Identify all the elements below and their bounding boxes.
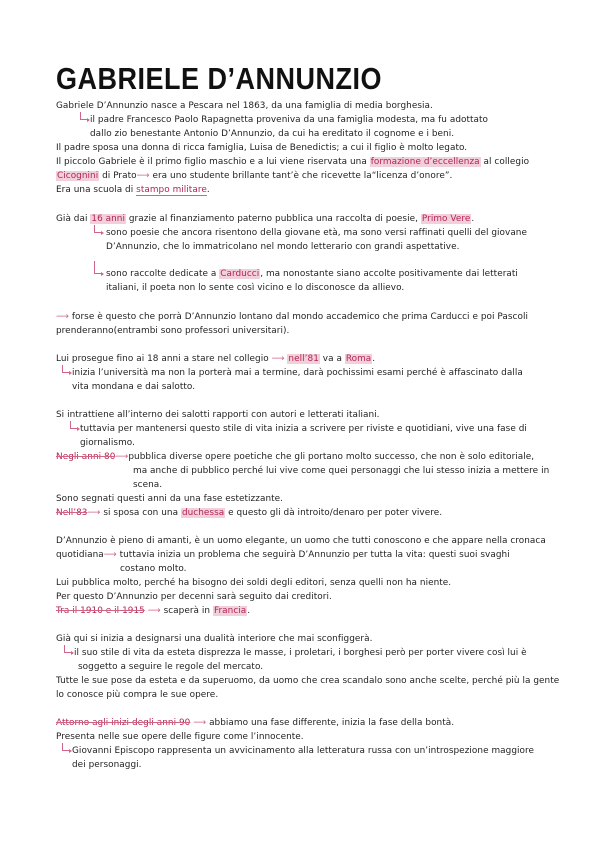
text-span: costano molto.	[120, 564, 187, 574]
text-span: e questo gli dà introito/denaro per poter vivere.	[225, 508, 443, 518]
text-line	[72, 744, 534, 758]
hook-arrow-icon	[62, 743, 69, 751]
text-span: quotidiana	[56, 550, 104, 560]
text-span: Già dai	[56, 214, 91, 224]
text-line	[56, 352, 375, 366]
text-line	[56, 548, 510, 562]
text-span: al collegio	[480, 157, 530, 167]
right-arrow-icon: ⟶	[147, 606, 161, 616]
text-line	[56, 169, 452, 183]
text-span: Sono segnati questi anni da una fase estetizzante.	[56, 494, 284, 504]
right-arrow-icon: ⟶	[115, 452, 129, 462]
text-span: Presenta nelle sue opere delle figure come l’innocente.	[56, 732, 304, 742]
text-line	[56, 632, 372, 646]
text-line	[56, 212, 474, 226]
right-arrow-icon: ⟶	[136, 171, 150, 181]
text-span: Il piccolo Gabriele è il primo figlio maschio e a lui viene riservata una	[56, 157, 370, 167]
text-span: .	[206, 185, 210, 195]
struck-text: Negli anni 80	[56, 452, 116, 462]
text-span: prenderanno(entrambi sono professori universitari).	[56, 326, 290, 336]
underlined-text: stampo militare	[136, 185, 207, 195]
right-arrow-icon: ⟶	[103, 550, 117, 560]
text-line	[56, 730, 304, 744]
highlight-text: nell’81	[288, 354, 319, 364]
text-line	[56, 688, 218, 702]
text-line	[80, 436, 135, 450]
text-line	[56, 183, 210, 197]
text-line	[90, 113, 488, 127]
text-span: sono poesie che ancora risentono della giovane età, ma sono versi raffinati quelli del giovane	[106, 228, 527, 238]
highlight-text: Primo Vere	[421, 214, 471, 224]
text-span: Il padre sposa una donna di ricca famiglia, Luisa de Benedictis; a cui il figlio è molto legato.	[56, 143, 468, 153]
text-span: , ma nonostante siano accolte positivamente dai letterati	[260, 269, 518, 279]
hook-arrow-icon	[80, 112, 87, 120]
text-line	[56, 506, 442, 520]
text-line	[72, 366, 523, 380]
text-span: grazie al finanziamento paterno pubblica una raccolta di poesie,	[126, 214, 421, 224]
text-span: .	[247, 606, 251, 616]
text-line	[106, 240, 459, 254]
text-line	[56, 324, 289, 338]
text-line	[106, 281, 404, 295]
text-span: il suo stile di vita da esteta disprezza le masse, i proletari, i borghesi però per porter vivere così lui è	[74, 648, 527, 658]
text-span: il padre Francesco Paolo Rapagnetta proveniva da una famiglia modesta, ma fu adottato	[90, 115, 489, 125]
text-span: italiani, il poeta non lo sente così vicino e lo disconosce da allievo.	[106, 283, 405, 293]
text-line	[106, 267, 518, 281]
highlight-text: Cicognini	[57, 171, 99, 181]
text-span: si sposa con una	[103, 508, 181, 518]
text-span: tuttavia inizia un problema che seguirà D’Annunzio per tutta la vita: questi suoi svaghi	[119, 550, 510, 560]
text-line	[56, 576, 451, 590]
page-title: GABRIELE D’ANNUNZIO	[56, 62, 382, 96]
text-span: Gabriele D’Annunzio nasce a Pescara nel 1863, da una famiglia di media borghesia.	[56, 101, 433, 111]
struck-text: Attorno agli inizi degli anni 90	[56, 718, 191, 728]
text-span: tuttavia per mantenersi questo stile di vita inizia a scrivere per riviste e quotidiani, vive una fase di	[80, 424, 527, 434]
text-line	[133, 464, 549, 478]
text-line	[120, 562, 187, 576]
highlight-text: formazione d’eccellenza	[370, 157, 480, 167]
text-span: Già qui si inizia a designarsi una dualità interiore che mai sconfiggerà.	[56, 634, 373, 644]
hook-arrow-icon	[94, 261, 101, 274]
text-line	[72, 380, 195, 394]
hook-arrow-icon	[64, 645, 71, 653]
text-span: di Prato	[99, 171, 137, 181]
hook-arrow-icon	[70, 421, 77, 429]
text-span: inizia l’università ma non la porterà mai a termine, darà pochissimi esami perché è affascinato dalla	[72, 368, 523, 378]
text-span: soggetto a seguire le regole del mercato.	[78, 662, 264, 672]
text-line	[56, 141, 467, 155]
text-line	[72, 758, 142, 772]
text-line	[56, 674, 559, 688]
text-line	[106, 226, 527, 240]
text-span: .	[372, 354, 376, 364]
text-span: ma anche di pubblico perché lui vive come quei personaggi che lui stesso inizia a mettere in	[133, 466, 550, 476]
highlight-text: 16 anni	[91, 214, 125, 224]
text-line	[56, 604, 250, 618]
text-span: scaperà in	[163, 606, 213, 616]
text-span: D’Annunzio è pieno di amanti, è un uomo elegante, un uomo che tutti conoscono e che appare nella cronaca	[56, 536, 546, 546]
text-span: Si intrattiene all’interno dei salotti rapporti con autori e letterati italiani.	[56, 410, 380, 420]
right-arrow-icon: ⟶	[56, 312, 69, 322]
text-span: lo conosce più compra le sue opere.	[56, 690, 219, 700]
text-line	[56, 155, 529, 169]
text-span: vita mondana e dai salotto.	[72, 382, 196, 392]
text-line	[80, 422, 527, 436]
right-arrow-icon: ⟶	[193, 718, 207, 728]
text-span: va a	[319, 354, 345, 364]
text-line	[56, 408, 380, 422]
text-span: sono raccolte dedicate a	[106, 269, 220, 279]
text-span: abbiamo una fase differente, inizia la fase della bontà.	[209, 718, 455, 728]
text-line	[78, 660, 263, 674]
highlight-text: Francia	[213, 606, 247, 616]
text-line	[90, 127, 454, 141]
text-line	[56, 450, 534, 464]
hook-arrow-icon	[62, 365, 69, 373]
text-line	[56, 492, 283, 506]
text-span: Tutte le sue pose da esteta e da superuomo, da uomo che crea scandalo sono anche scelte, perché più la gente	[56, 676, 560, 686]
text-span: .	[471, 214, 475, 224]
text-span: era uno studente brillante tant’è che ricevette la“licenza d’onore”.	[149, 171, 453, 181]
struck-text: Tra il 1910 e il 1915	[56, 606, 145, 616]
text-span: dei personaggi.	[72, 760, 142, 770]
highlight-text: duchessa	[181, 508, 225, 518]
right-arrow-icon: ⟶	[87, 508, 101, 518]
text-span: scena.	[133, 480, 163, 490]
text-span: giornalismo.	[80, 438, 135, 448]
text-line	[74, 646, 527, 660]
text-line	[56, 716, 454, 730]
text-line	[56, 534, 546, 548]
text-span: Era una scuola di	[56, 185, 137, 195]
text-span: forse è questo che porrà D’Annunzio lontano dal mondo accademico che prima Carducci e poi Pascoli	[71, 312, 528, 322]
text-line	[56, 99, 433, 113]
text-span: Lui prosegue fino ai 18 anni a stare nel collegio	[56, 354, 269, 364]
struck-text: Nell’83	[56, 508, 88, 518]
text-span: Per questo D’Annunzio per decenni sarà seguito dai creditori.	[56, 592, 332, 602]
text-span: Lui pubblica molto, perché ha bisogno dei soldi degli editori, senza quelli non ha niente.	[56, 578, 452, 588]
hook-arrow-icon	[94, 225, 101, 233]
text-line	[56, 310, 528, 324]
text-line	[56, 590, 332, 604]
highlight-text: Roma	[345, 354, 372, 364]
text-span: pubblica diverse opere poetiche che gli portano molto successo, che non è solo editoriale,	[128, 452, 535, 462]
text-span: D’Annunzio, che lo immatricolano nel mondo letterario con grandi aspettative.	[106, 242, 460, 252]
text-span: Giovanni Episcopo rappresenta un avvicinamento alla letteratura russa con un’introspezione maggiore	[72, 746, 535, 756]
right-arrow-icon: ⟶	[271, 354, 285, 364]
highlight-text: Carducci	[220, 269, 260, 279]
text-span: dallo zio benestante Antonio D’Annunzio, da cui ha ereditato il cognome e i beni.	[90, 129, 455, 139]
text-line	[133, 478, 162, 492]
